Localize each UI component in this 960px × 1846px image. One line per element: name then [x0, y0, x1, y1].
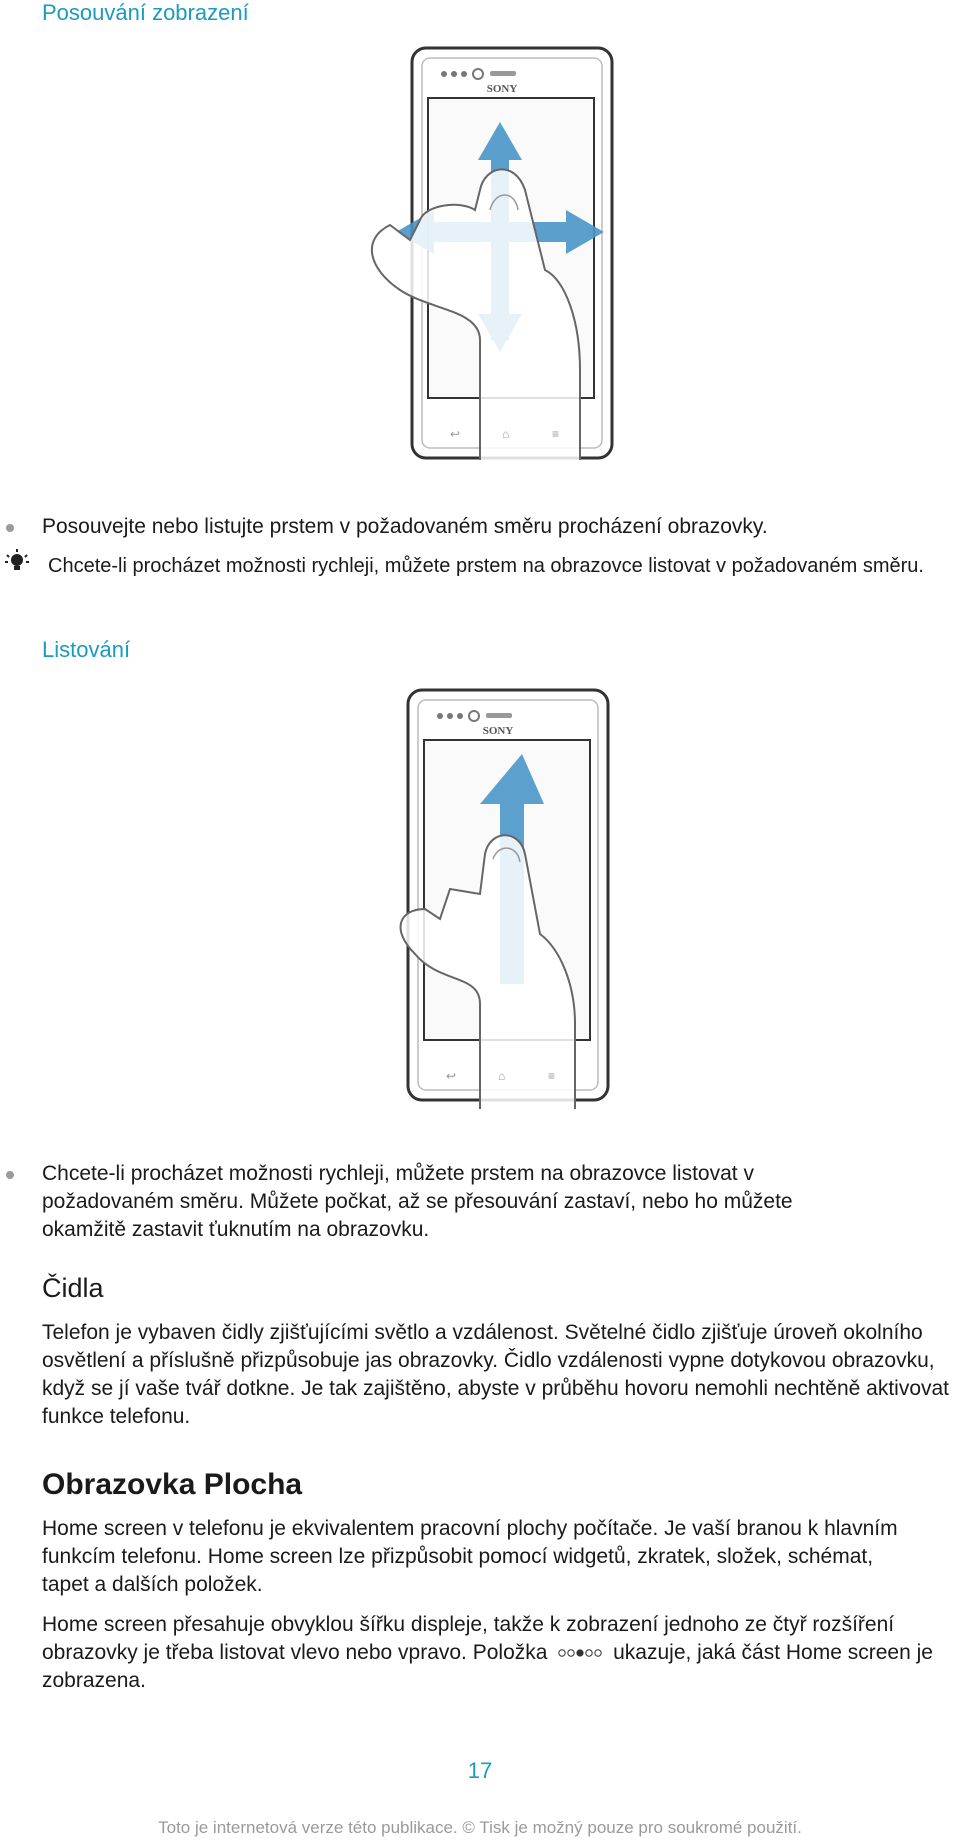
bullet-item: Posouvejte nebo listujte prstem v požadovaném směru procházení obrazovky. [42, 513, 952, 541]
home-key-icon: ⌂ [498, 1069, 506, 1083]
flick-illustration [330, 684, 640, 1114]
heading-sensors: Čidla [42, 1273, 104, 1303]
menu-key-icon: ≡ [548, 1069, 556, 1083]
menu-key-icon: ≡ [552, 427, 560, 441]
bullet-item: Chcete-li procházet možnosti rychleji, můžete prstem na obrazovce listovat v požadovaném směru. Můžete počkat, až se přesouvání zastaví, nebo ho můžete okamžitě zastavit ťuknutím na obrazovku. [42, 1160, 862, 1244]
phone-brand-label: SONY [482, 725, 514, 737]
sensors-paragraph: Telefon je vybaven čidly zjišťujícími světlo a vzdálenost. Světelné čidlo zjišťuje úroveň okolního osvětlení a příslušně přizpůsobuje jas obrazovky. Čidlo vzdálenosti vypne dotykovou obrazovku, když se jí vaše tvář dotkne. Je tak zajištěno, abyste v průběhu hovoru nemohli nechtěně aktivovat funkce telefonu. [42, 1321, 950, 1428]
scroll-illustration [330, 40, 640, 480]
bullet-icon [6, 1171, 14, 1179]
home-key-icon: ⌂ [502, 427, 510, 441]
back-key-icon: ↩ [450, 427, 461, 441]
tip-item: Chcete-li procházet možnosti rychleji, můžete prstem na obrazovce listovat v požadovaném směru. [48, 555, 924, 577]
footer-notice: Toto je internetová verze této publikace. © Tisk je možný pouze pro soukromé použití. [158, 1818, 802, 1837]
phone-brand-label: SONY [486, 83, 518, 95]
page-indicator-icon [557, 1648, 603, 1658]
home-paragraph-2: Home screen přesahuje obvyklou šířku displeje, takže k zobrazení jednoho ze čtyř rozšíření obrazovky je třeba listovat vlevo nebo vpravo. Položka ukazuje, jaká část Home screen je zobrazena. [42, 1613, 933, 1692]
back-key-icon: ↩ [446, 1069, 457, 1083]
section-title-scrolling: Posouvání zobrazení [42, 0, 249, 25]
home-paragraph-1: Home screen v telefonu je ekvivalentem pracovní plochy počítače. Je vaší branou k hlavním funkcím telefonu. Home screen lze přizpůsobit pomocí widgetů, zkratek, složek, schémat, tapet a dalších položek. [42, 1517, 898, 1596]
heading-home-screen: Obrazovka Plocha [42, 1468, 303, 1501]
lightbulb-icon [4, 548, 30, 574]
section-title-flicking: Listování [42, 637, 131, 662]
bullet-icon [6, 524, 14, 532]
page-number: 17 [467, 1758, 493, 1783]
